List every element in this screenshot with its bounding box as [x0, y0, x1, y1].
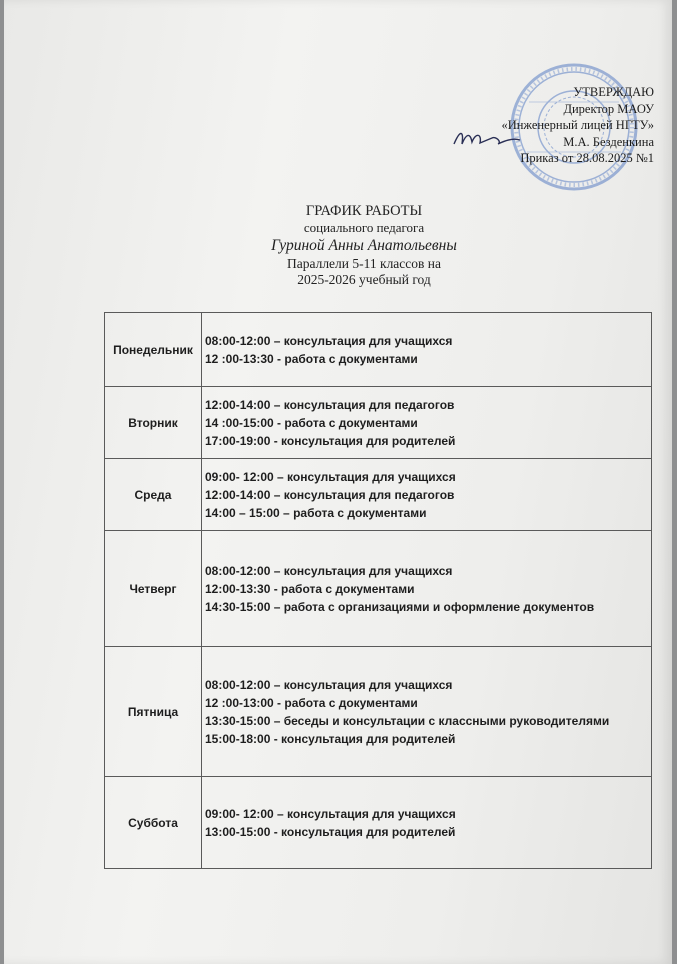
activity-item: 12 :00-13:00 - работа с документами	[205, 695, 418, 710]
activity-item: 09:00- 12:00 – консультация для учащихся	[205, 806, 456, 821]
activity-item: 08:00-12:00 – консультация для учащихся	[205, 563, 453, 578]
activities-cell	[202, 777, 652, 869]
approval-order: Приказ от 28.08.2025 №1	[520, 151, 654, 165]
activities-cell	[202, 531, 652, 647]
document-title	[154, 203, 574, 288]
activity-item: 08:00-12:00 – консультация для учащихся	[205, 677, 453, 692]
activities-cell	[202, 313, 652, 387]
day-cell: Суббота	[105, 777, 202, 869]
approval-title: УТВЕРЖДАЮ	[573, 85, 654, 99]
activity-item: 13:30-15:00 – беседы и консультации с классными руководителями	[205, 713, 610, 728]
activity-item: 14:00 – 15:00 – работа с документами	[205, 505, 427, 520]
day-cell: Понедельник	[105, 313, 202, 387]
table-row	[105, 647, 652, 777]
table-row	[105, 531, 652, 647]
activities-cell	[202, 459, 652, 531]
activity-item: 08:00-12:00 – консультация для учащихся	[205, 333, 453, 348]
activities-cell	[202, 647, 652, 777]
activity-item: 14 :00-15:00 - работа с документами	[205, 415, 418, 430]
approval-position: Директор МАОУ	[563, 101, 654, 116]
approval-block	[444, 84, 654, 167]
activity-item: 17:00-19:00 - консультация для родителей	[205, 433, 456, 448]
schedule-table	[104, 312, 652, 869]
table-row	[105, 387, 652, 459]
day-cell: Четверг	[105, 531, 202, 647]
activities-cell	[202, 387, 652, 459]
activity-item: 12:00-14:00 – консультация для педагогов	[205, 487, 455, 502]
activity-item: 15:00-18:00 - консультация для родителей	[205, 731, 456, 746]
title-grades: Параллели 5-11 классов на	[286, 256, 441, 271]
activity-item: 12 :00-13:30 - работа с документами	[205, 351, 418, 366]
activity-item: 14:30-15:00 – работа с организациями и оформление документов	[205, 599, 595, 614]
table-row	[105, 777, 652, 869]
document-page	[4, 0, 672, 964]
activity-item: 12:00-13:30 - работа с документами	[205, 581, 415, 596]
title-heading: ГРАФИК РАБОТЫ	[305, 203, 423, 219]
approval-director-name: М.А. Безденкина	[563, 134, 654, 149]
day-cell: Пятница	[105, 647, 202, 777]
day-cell: Вторник	[105, 387, 202, 459]
approval-organization: «Инженерный лицей НГТУ»	[501, 118, 654, 132]
activity-item: 13:00-15:00 - консультация для родителей	[205, 824, 456, 839]
activity-item: 09:00- 12:00 – консультация для учащихся	[205, 469, 456, 484]
day-cell: Среда	[105, 459, 202, 531]
activity-item: 12:00-14:00 – консультация для педагогов	[205, 397, 455, 412]
title-person-name: Гуриной Анны Анатольевны	[271, 237, 457, 254]
table-row	[105, 459, 652, 531]
title-year: 2025-2026 учебный год	[297, 272, 431, 287]
title-role: социального педагога	[303, 220, 425, 235]
table-row	[105, 313, 652, 387]
